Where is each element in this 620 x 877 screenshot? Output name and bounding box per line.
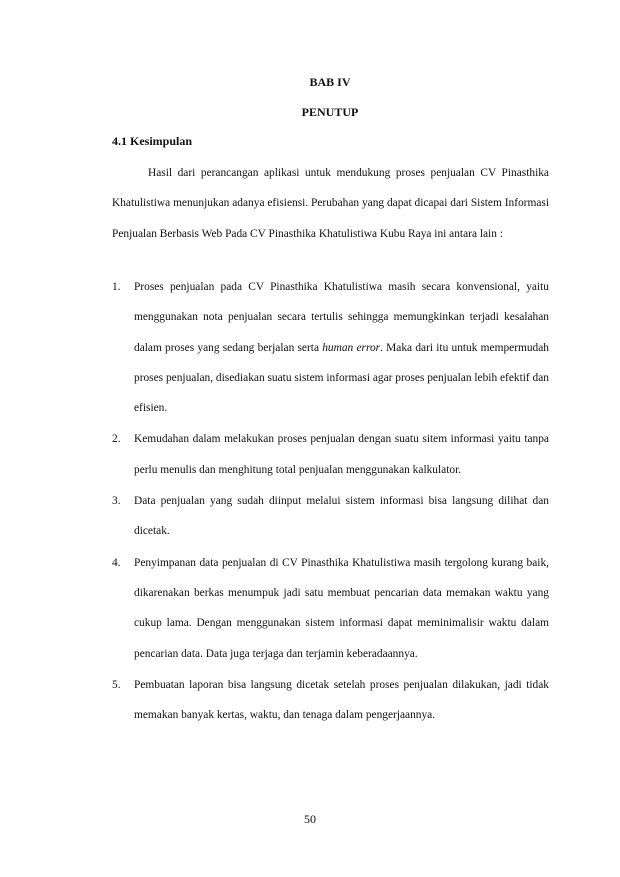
list-item-text: Penyimpanan data penjualan di CV Pinasthika Khatulistiwa masih tergolong kurang baik, dikarenakan berkas menumpuk jadi satu membuat pencarian data memakan waktu yang cukup lama. Dengan menggunakan sistem informasi dapat meminimalisir waktu dalam pencarian data. Data juga terjaga dan terjamin keberadaannya.	[134, 556, 549, 660]
list-item-text: Pembuatan laporan bisa langsung dicetak setelah proses penjualan dilakukan, jadi tidak memakan banyak kertas, waktu, dan tenaga dalam pengerjaannya.	[134, 678, 549, 722]
intro-paragraph: Hasil dari perancangan aplikasi untuk mendukung proses penjualan CV Pinasthika Khatulistiwa menunjukan adanya efisiensi. Perubahan yang dapat dicapai dari Sistem Informasi Penjualan Berbasis Web Pada CV Pinasthika Khatulistiwa Kubu Raya ini antara lain :	[112, 167, 549, 240]
list-item-number: 1.	[112, 281, 121, 293]
list-item	[112, 486, 549, 547]
chapter-number: BAB IV	[309, 75, 351, 89]
list-item-text: Kemudahan dalam melakukan proses penjualan dengan suatu sitem informasi yaitu tanpa perlu menulis dan menghitung total penjualan menggunakan kalkulator.	[134, 433, 549, 476]
italic-term: human error	[322, 341, 381, 354]
conclusion-list	[112, 272, 549, 731]
list-item	[112, 670, 549, 731]
list-item-text	[134, 281, 549, 414]
list-item-number: 5.	[112, 678, 121, 691]
list-item	[112, 272, 549, 423]
list-item-text: Data penjualan yang sudah diinput melalui sistem informasi bisa langsung dilihat dan dicetak.	[134, 495, 549, 538]
list-item	[112, 424, 549, 485]
chapter-title: PENUTUP	[301, 105, 359, 119]
list-item-number: 2.	[112, 433, 121, 446]
list-item-number: 4.	[112, 556, 121, 569]
list-item	[112, 548, 549, 669]
list-item-text-start: Proses penjualan pada CV Pinasthika Khatulistiwa masih secara konvensional, yaitu menggunakan nota penjualan secara tertulis sehingga memungkinkan terjadi kesalahan dalam proses yang sedang berjalan serta	[134, 281, 549, 354]
list-item-text-end: . Maka dari itu untuk mempermudah proses penjualan, disediakan suatu sistem informasi agar proses penjualan lebih efektif dan efisien.	[134, 341, 550, 415]
list-item-number: 3.	[112, 495, 121, 508]
section-heading: 4.1 Kesimpulan	[112, 134, 193, 148]
page-number: 50	[304, 812, 316, 826]
